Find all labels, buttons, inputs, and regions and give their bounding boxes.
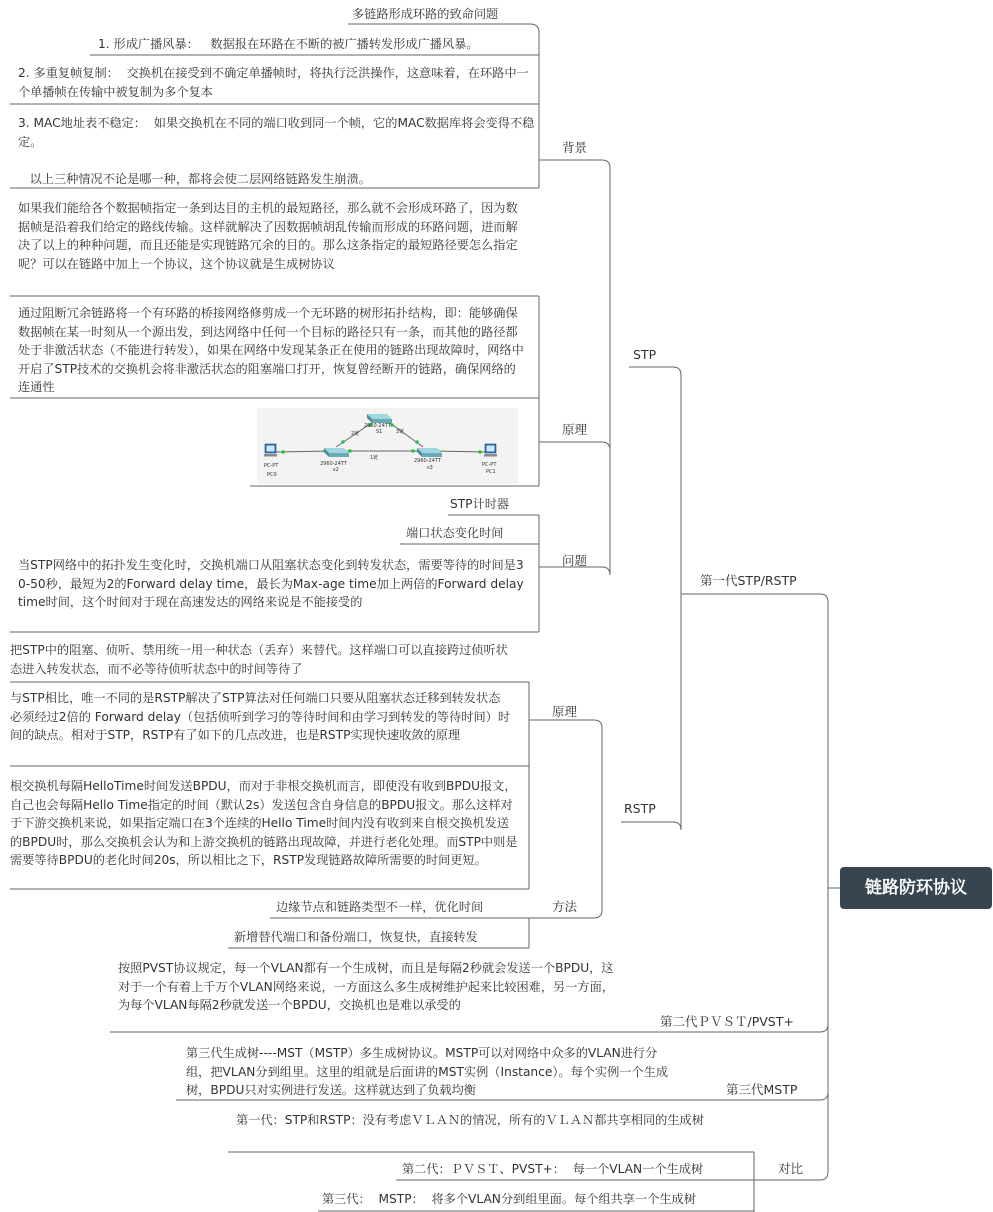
- problem-text[interactable]: 当STP网络中的拓扑发生变化时，交换机端口从阻塞状态变化到转发状态，需要等待的时间是30-50秒，最短为2的Forward delay time，最长为Max-age time加上两倍的Forward delay time时间，这个时间对于现在高速发达的网络来说是不能接受的: [18, 558, 528, 609]
- s1-model-label: 2960-24TT: [364, 423, 391, 429]
- root-node[interactable]: 链路防环协议: [840, 867, 992, 909]
- compare-item-gen3[interactable]: 第三代： MSTP： 将多个VLAN分到组里面。每个组共享一个生成树: [322, 1192, 696, 1206]
- switch-s1-icon: [367, 414, 392, 423]
- rstp-principle-text-3[interactable]: 根交换机每隔HelloTime时间发送BPDU，而对于非根交换机而言，即使没有收到BPDU报文，自己也会每隔Hello Time指定的时间（默认2s）发送包含自身信息的BPDU报文。那么这样对于下游交换机来说，如果指定端口在3个连续的Hello Time时间内没有收到来自根交换机发送的BPDU时，那么交换机会认为和上游交换机的链路出现故障，并进行老化处理。而STP中则是需要等待BPDU的老化时间20s，所以相比之下，RSTP发现链路故障所需要的时间更短。: [10, 779, 518, 867]
- background-topic[interactable]: 多链路形成环路的致命问题: [352, 7, 499, 21]
- branch-problem[interactable]: 问题: [562, 553, 588, 568]
- connector-background: [559, 160, 610, 168]
- pc0-name-label: PC0: [267, 472, 277, 478]
- connector-stp: [629, 367, 681, 375]
- branch-stp[interactable]: STP: [633, 347, 657, 362]
- branch-method[interactable]: 方法: [552, 899, 578, 914]
- link-right-label: 3链: [396, 429, 405, 435]
- rstp-principle-text-1[interactable]: 把STP中的阻塞、侦听、禁用统一用一种状态（丢弃）来替代。这样端口可以直接跨过侦听状态进入转发状态，而不必等待侦听状态中的时间等待了: [10, 643, 508, 676]
- link-left-label: 2链: [351, 431, 360, 437]
- connector-gen1: [681, 594, 828, 602]
- pc1-type-label: PC-PT: [482, 462, 497, 468]
- problem-port-state-time[interactable]: 端口状态变化时间: [406, 526, 504, 540]
- branch-rstp-principle[interactable]: 原理: [552, 704, 578, 719]
- connector-rstp-principle: [548, 720, 602, 728]
- compare-item-gen2[interactable]: 第二代：ＰＶＳＴ、PVST+： 每一个VLAN一个生成树: [402, 1162, 704, 1176]
- s2-model-label: 2960-24TT: [320, 461, 347, 467]
- switch-s3-icon: [417, 448, 442, 457]
- method-item-alternate-port[interactable]: 新增替代端口和备份端口，恢复快，直接转发: [234, 930, 478, 944]
- branch-gen3[interactable]: 第三代MSTP: [726, 1082, 798, 1097]
- topology-diagram: [257, 408, 518, 484]
- s3-model-label: 2960-24TT: [414, 458, 441, 464]
- switch-s2-icon: [324, 448, 349, 457]
- problem-timer[interactable]: STP计时器: [450, 497, 510, 511]
- link-bottom-label: 1链: [370, 455, 379, 461]
- branch-gen2[interactable]: 第二代ＰＶＳＴ/PVST+: [660, 1014, 794, 1029]
- connector-stp-principle: [559, 442, 610, 450]
- s1-name-label: S1: [376, 429, 383, 435]
- method-item-edge-port[interactable]: 边缘节点和链路类型不一样，优化时间: [276, 900, 484, 914]
- compare-item-gen1[interactable]: 第一代：STP和RSTP：没有考虑ＶＬＡＮ的情况，所有的ＶＬＡＮ都共享相同的生成树: [236, 1113, 704, 1127]
- branch-compare[interactable]: 对比: [778, 1161, 804, 1176]
- branch-background[interactable]: 背景: [562, 140, 588, 155]
- root-trunk: [828, 602, 840, 1172]
- branch-rstp[interactable]: RSTP: [624, 801, 656, 816]
- branch-gen1[interactable]: 第一代STP/RSTP: [700, 573, 797, 588]
- mstp-text[interactable]: 第三代生成树----MST（MSTP）多生成树协议。MSTP可以对网络中众多的VLAN进行分组，把VLAN分到组里。这里的组就是后面讲的MST实例（Instance）。每个实例一个生成树，BPDU只对实例进行发送。这样就达到了负载均衡: [186, 1046, 669, 1097]
- s2-name-label: s2: [333, 467, 339, 473]
- connector-rstp: [621, 822, 681, 830]
- pc0-icon: [264, 444, 277, 457]
- pc0-type-label: PC-PT: [264, 463, 279, 469]
- background-item-mac-instability[interactable]: 3. MAC地址表不稳定： 如果交换机在不同的端口收到同一个帧，它的MAC数据库将会变得不稳定。 以上三种情况不论是哪一种，都将会使二层网络链路发生崩溃。: [18, 116, 535, 186]
- rstp-principle-text-2[interactable]: 与STP相比，唯一不同的是RSTP解决了STP算法对任何端口只要从阻塞状态迁移到转发状态必须经过2倍的 Forward delay（包括侦听到学习的等待时间和由学习到转发的等待时间）时间的缺点。相对于STP，RSTP有了如下的几点改进，也是RSTP实现快速收敛的原理: [10, 691, 511, 742]
- background-item-broadcast-storm[interactable]: 1. 形成广播风暴： 数据报在环路在不断的被广播转发形成广播风暴。: [98, 37, 479, 51]
- pc1-icon: [484, 444, 497, 457]
- branch-stp-principle[interactable]: 原理: [562, 422, 588, 437]
- pc1-name-label: PC1: [486, 469, 496, 475]
- underline-topic: [348, 24, 539, 32]
- stp-principle-text-1[interactable]: 如果我们能给各个数据帧指定一条到达目的主机的最短路径，那么就不会形成环路了，因为数据帧是沿着我们给定的路线传输。这样就解决了因数据帧胡乱传输而形成的环路问题，进而解决了以上的种种问题，而且还能是实现链路冗余的目的。那么这条指定的最短路径要怎么指定呢？可以在链路中加上一个协议，这个协议就是生成树协议: [18, 201, 518, 271]
- stp-principle-text-2[interactable]: 通过阻断冗余链路将一个有环路的桥接网络修剪成一个无环路的树形拓扑结构，即：能够确保数据帧在某一时刻从一个源出发，到达网络中任何一个目标的路径只有一条，而其他的路径都处于非激活状态（不能进行转发），如果在网络中发现某条正在使用的链路出现故障时，网络中开启了STP技术的交换机会将非激活状态的阻塞端口打开，恢复曾经断开的链路，确保网络的连通性: [18, 306, 524, 394]
- pvst-text[interactable]: 按照PVST协议规定，每一个VLAN都有一个生成树，而且是每隔2秒就会发送一个BPDU，这对于一个有着上千万个VLAN网络来说，一方面这么多生成树维护起来比较困难，另一方面，为每个VLAN每隔2秒就发送一个BPDU，交换机也是难以承受的: [118, 961, 614, 1012]
- background-item-frame-duplication[interactable]: 2. 多重复帧复制： 交换机在接受到不确定单播帧时，将执行泛洪操作，这意味着，在环路中一个单播帧在传输中被复制为多个复本: [18, 66, 529, 99]
- s3-name-label: s3: [427, 465, 433, 471]
